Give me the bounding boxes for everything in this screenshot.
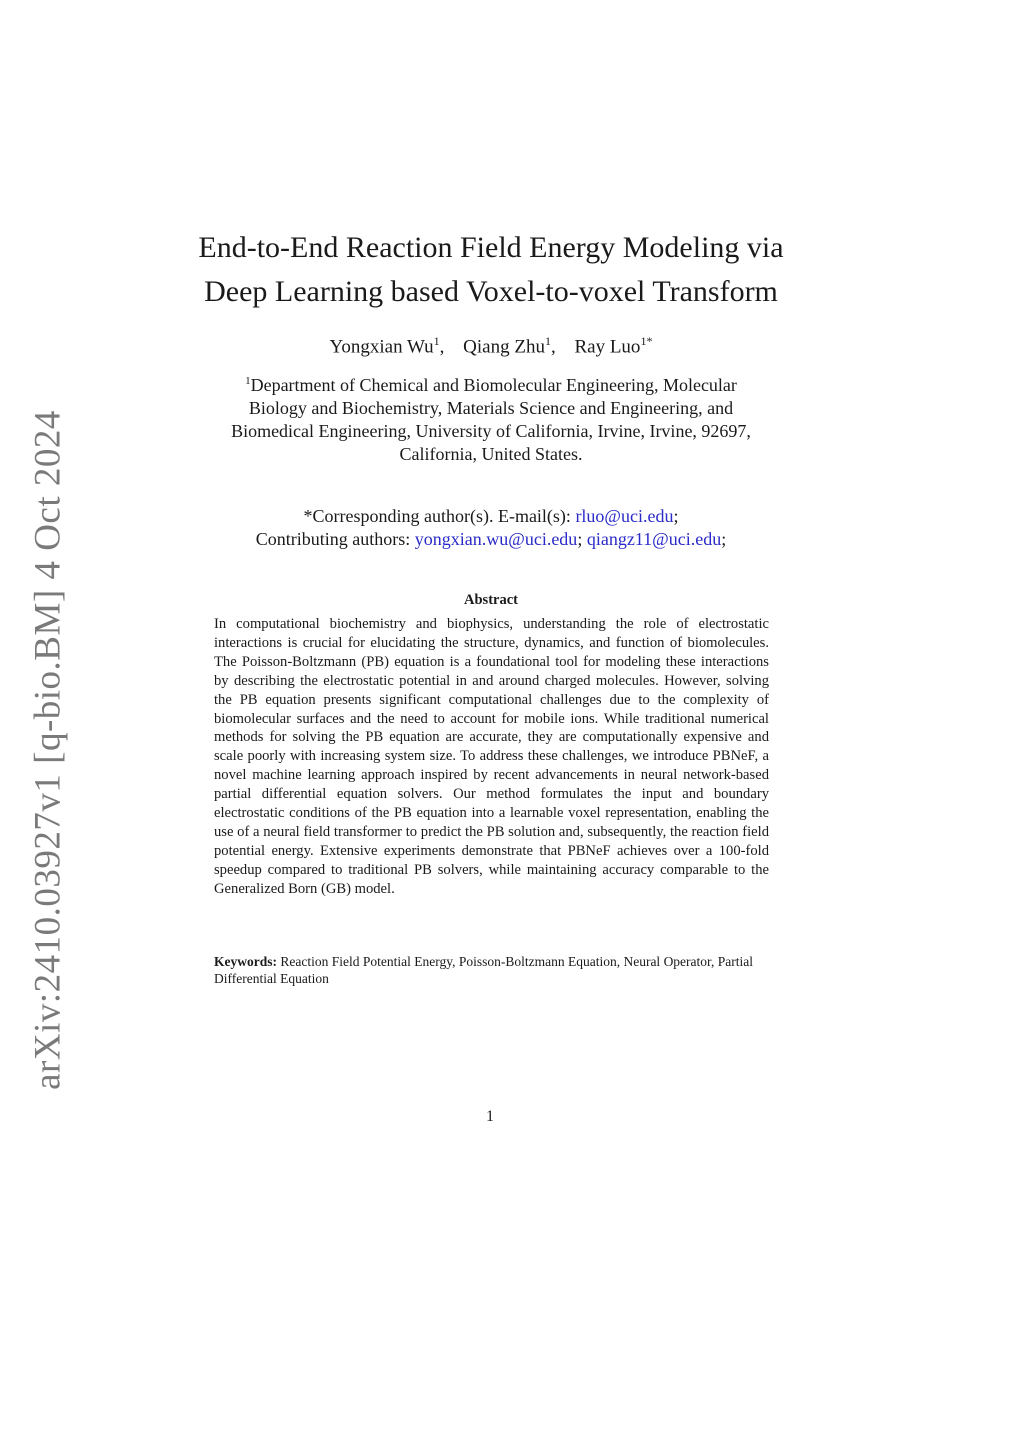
corresponding-email-link[interactable]: rluo@uci.edu xyxy=(575,506,674,526)
contributing-separator: ; xyxy=(577,529,587,549)
author-separator: , xyxy=(439,336,445,358)
affiliation-mark: 1 xyxy=(245,375,251,387)
affiliation-line-2: Biology and Biochemistry, Materials Science and Engineering, and xyxy=(248,398,734,418)
title-line-2: Deep Learning based Voxel-to-voxel Transform xyxy=(204,275,778,308)
title-line-1: End-to-End Reaction Field Energy Modeling via xyxy=(198,231,784,264)
author-affiliation-mark: 1 xyxy=(433,334,440,348)
author-name: Ray Luo xyxy=(574,336,641,358)
keywords xyxy=(214,953,769,987)
affiliation-text: Department of Chemical and Biomolecular Engineering, Molecular xyxy=(250,375,737,395)
author-name: Qiang Zhu xyxy=(463,336,545,358)
abstract-heading: Abstract xyxy=(464,592,518,608)
author-name: Yongxian Wu xyxy=(329,336,434,358)
contributing-email-link[interactable]: qiangz11@uci.edu xyxy=(586,529,722,549)
contributing-suffix: ; xyxy=(721,529,727,549)
author-separator: , xyxy=(550,336,556,358)
page-number: 1 xyxy=(486,1108,494,1125)
contributing-line xyxy=(160,528,822,551)
affiliation-line-1 xyxy=(190,370,792,397)
paper-title xyxy=(160,226,822,314)
affiliation-line-3: Biomedical Engineering, University of California, Irvine, Irvine, 92697, xyxy=(231,421,751,441)
contributing-prefix: Contributing authors: xyxy=(255,529,415,549)
arxiv-identifier-stamp: arXiv:2410.03927v1 [q-bio.BM] 4 Oct 2024 xyxy=(27,410,69,1090)
corresponding-authors xyxy=(160,505,822,551)
abstract-text: In computational biochemistry and biophysics, understanding the role of electrostatic interactions is crucial for elucidating the structure, dynamics, and function of biomolecules. The Poisson-Boltzmann (PB) equation is a foundational tool for modeling these interactions by describing the electrostatic potential in and around charged molecules. However, solving the PB equation presents significant computational challenges due to the complexity of biomolecular surfaces and the need to account for mobile ions. While traditional numerical methods for solving the PB equation are accurate, they are computationally expensive and scale poorly with increasing system size. To address these challenges, we introduce PBNeF, a novel machine learning approach inspired by recent advancements in neural network-based partial differential equation solvers. Our method formulates the input and boundary electrostatic conditions of the PB equation into a learnable voxel representation, enabling the use of a neural field transformer to predict the PB solution and, subsequently, the reaction field potential energy. Extensive experiments demonstrate that PBNeF achieves over a 100-fold speedup compared to traditional PB solvers, while maintaining accuracy comparable to the Generalized Born (GB) model. xyxy=(214,616,769,897)
author-list xyxy=(160,334,822,358)
keywords-text: Reaction Field Potential Energy, Poisson-Boltzmann Equation, Neural Operator, Partial Differential Equation xyxy=(214,954,753,986)
affiliation-line-4: California, United States. xyxy=(399,444,583,464)
corresponding-prefix: *Corresponding author(s). E-mail(s): xyxy=(303,506,576,526)
corresponding-suffix: ; xyxy=(673,506,679,526)
author-affiliation-mark: 1 xyxy=(544,334,551,348)
contributing-email-link[interactable]: yongxian.wu@uci.edu xyxy=(414,529,578,549)
keywords-label: Keywords: xyxy=(214,954,277,969)
affiliation xyxy=(190,370,792,466)
corresponding-line xyxy=(160,505,822,528)
author-affiliation-mark: 1* xyxy=(640,334,653,348)
